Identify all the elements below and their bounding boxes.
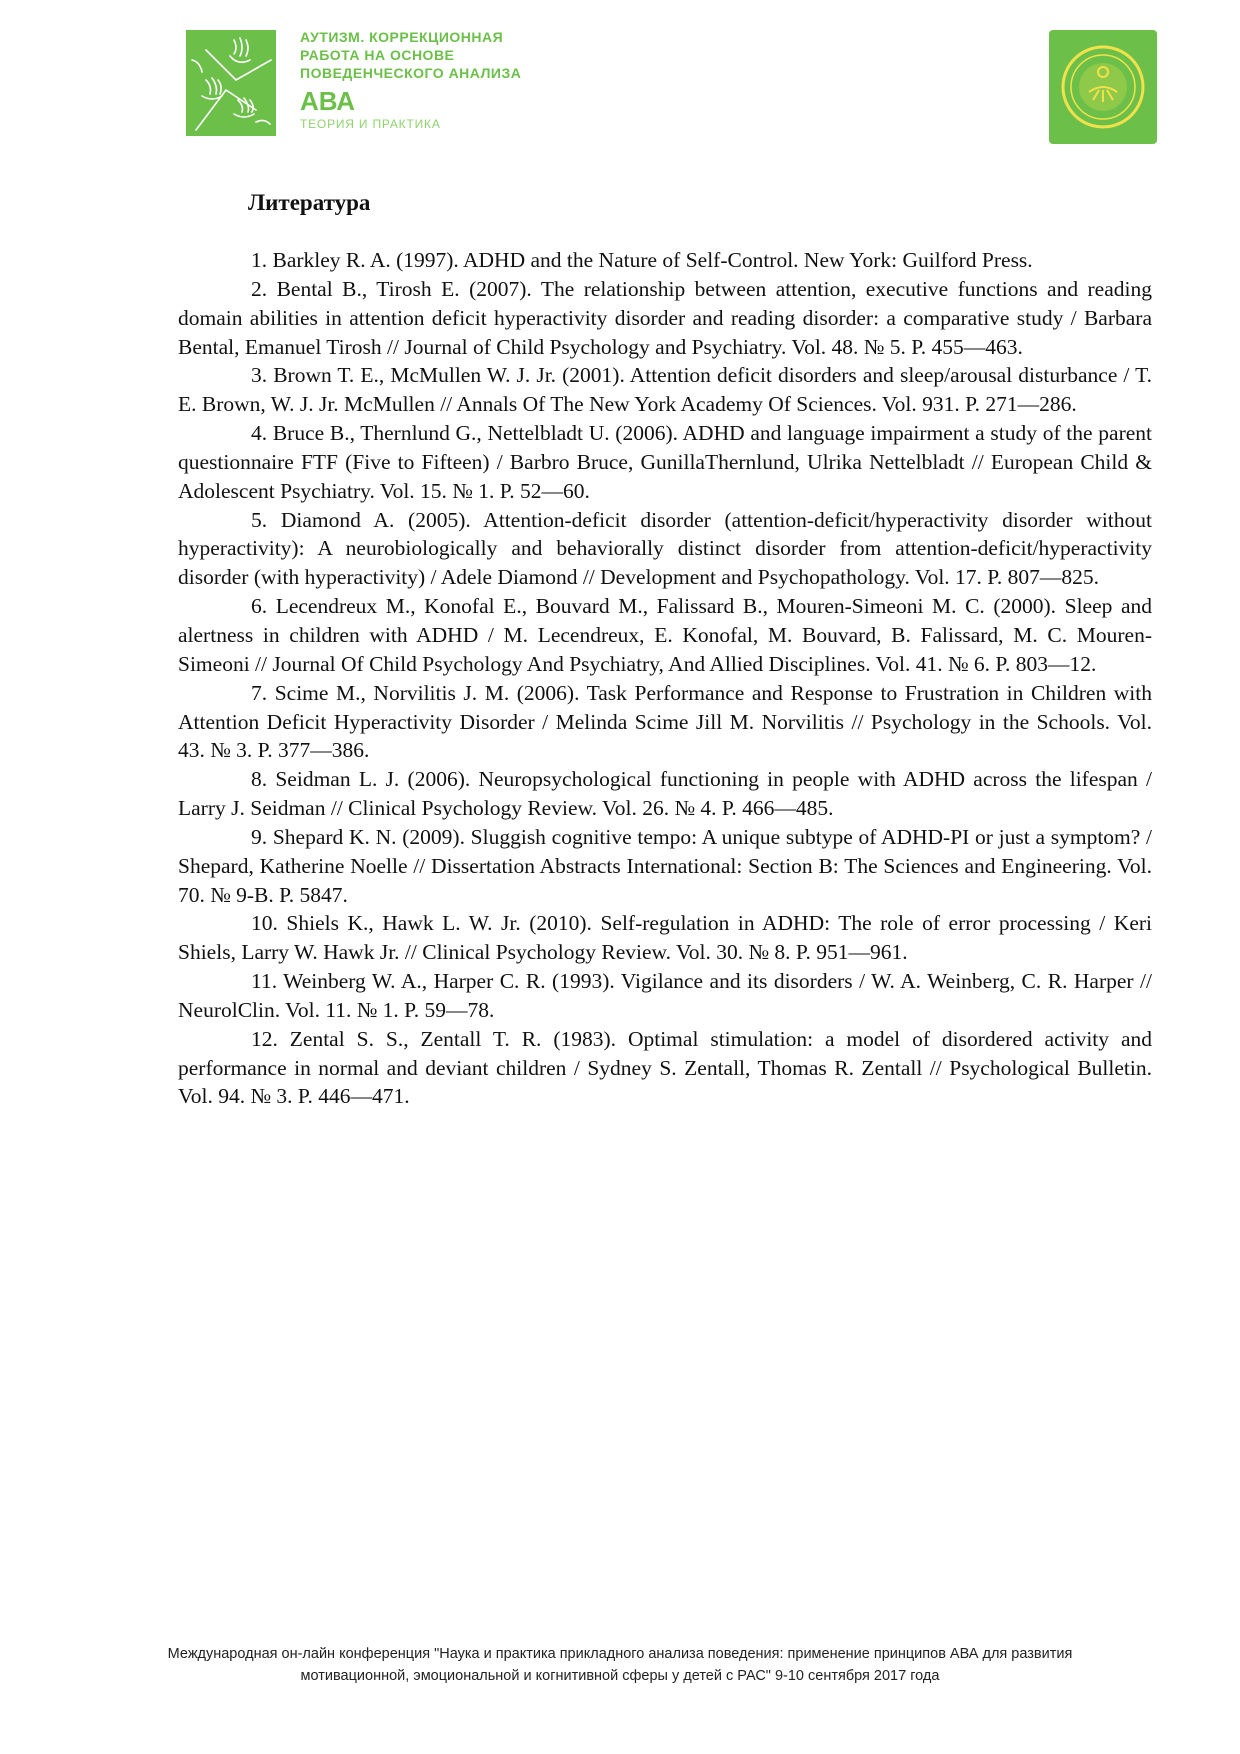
reference-item: 8. Seidman L. J. (2006). Neuropsychological functioning in people with ADHD across the lifespan / Larry J. Seidman // Clinical Psychology Review. Vol. 26. № 4. P. 466—485. [178,767,1152,821]
hands-icon [186,30,276,136]
logo-line-2: РАБОТА НА ОСНОВЕ [300,47,455,63]
reference-list [178,246,1152,1111]
reference-item: 1. Barkley R. A. (1997). ADHD and the Nature of Self-Control. New York: Guilford Press. [251,248,1033,272]
logo-line-1: АУТИЗМ. КОРРЕКЦИОННАЯ [300,29,504,45]
page-title: Литература [248,190,371,215]
reference-item: 2. Bental B., Tirosh E. (2007). The relationship between attention, executive functions and reading domain abilities in attention deficit hyperactivity disorder and reading disorder: a comparative study / Barbara Bental, Emanuel Tirosh // Journal of Child Psychology and Psychiatry. Vol. 48. № 5. P. 455—463. [178,276,1152,359]
reference-item: 5. Diamond A. (2005). Attention-deficit disorder (attention-deficit/hyperactivity disorder without hyperactivity): A neurobiologically and behaviorally distinct disorder from attention-deficit/hyperactivity disorder (with hyperactivity) / Adele Diamond // Development and Psychopathology. Vol. 17. P. 807—825. [178,507,1152,590]
logo-subtitle: ТЕОРИЯ И ПРАКТИКА [300,117,441,131]
logo-line-3: ПОВЕДЕНЧЕСКОГО АНАЛИЗА [300,65,522,81]
reference-item: 12. Zental S. S., Zentall T. R. (1983). Optimal stimulation: a model of disordered activity and performance in normal and deviant children / Sydney S. Zentall, Thomas R. Zentall // Psychological Bulletin. Vol. 94. № 3. P. 446—471. [178,1026,1152,1109]
reference-item: 7. Scime M., Norvilitis J. M. (2006). Task Performance and Response to Frustration in Children with Attention Deficit Hyperactivity Disorder / Melinda Scime Jill M. Norvilitis // Psychology in the Schools. Vol. 43. № 3. P. 377—386. [178,680,1152,763]
reference-item: 6. Lecendreux M., Konofal E., Bouvard M., Falissard B., Mouren-Simeoni M. C. (2000). Sleep and alertness in children with ADHD / M. Lecendreux, E. Konofal, M. Bouvard, B. Falissard, M. C. Mouren-Simeoni // Journal Of Child Psychology And Psychiatry, And Allied Disciplines. Vol. 41. № 6. P. 803—12. [178,594,1152,676]
reference-item: 3. Brown T. E., McMullen W. J. Jr. (2001). Attention deficit disorders and sleep/arousal disturbance / T. E. Brown, W. J. Jr. McMullen // Annals Of The New York Academy Of Sciences. Vol. 931. P. 271—286. [178,363,1152,417]
page-footer [120,1643,1120,1687]
reference-item: 4. Bruce B., Thernlund G., Nettelbladt U. (2006). ADHD and language impairment a study of the parent questionnaire FTF (Five to Fifteen) / Barbro Bruce, GunillaThernlund, Ulrika Nettelbladt // European Child & Adolescent Psychiatry. Vol. 15. № 1. P. 52—60. [178,421,1152,503]
reference-item: 11. Weinberg W. A., Harper C. R. (1993). Vigilance and its disorders / W. A. Weinberg, C. R. Harper // NeurolClin. Vol. 11. № 1. P. 59—78. [178,969,1152,1022]
footer-line-1: Международная он-лайн конференция "Наука и практика прикладного анализа поведения: применение принципов АВА для развития [167,1646,1073,1662]
conference-logo-text [300,28,521,132]
reference-item: 9. Shepard K. N. (2009). Sluggish cognitive tempo: A unique subtype of ADHD-PI or just a symptom? / Shepard, Katherine Noelle // Dissertation Abstracts International: Section B: The Sciences and Engineering. Vol. 70. № 9-B. P. 5847. [178,824,1152,907]
reference-item: 10. Shiels K., Hawk L. W. Jr. (2010). Self-regulation in ADHD: The role of error processing / Keri Shiels, Larry W. Hawk Jr. // Clinical Psychology Review. Vol. 30. № 8. P. 951—961. [178,911,1152,965]
logo-aba: АВА [300,86,356,116]
sun-emblem-icon [1049,30,1157,144]
footer-line-2: мотивационной, эмоциональной и когнитивной сферы у детей с РАС" 9-10 сентября 2017 года [300,1668,940,1684]
